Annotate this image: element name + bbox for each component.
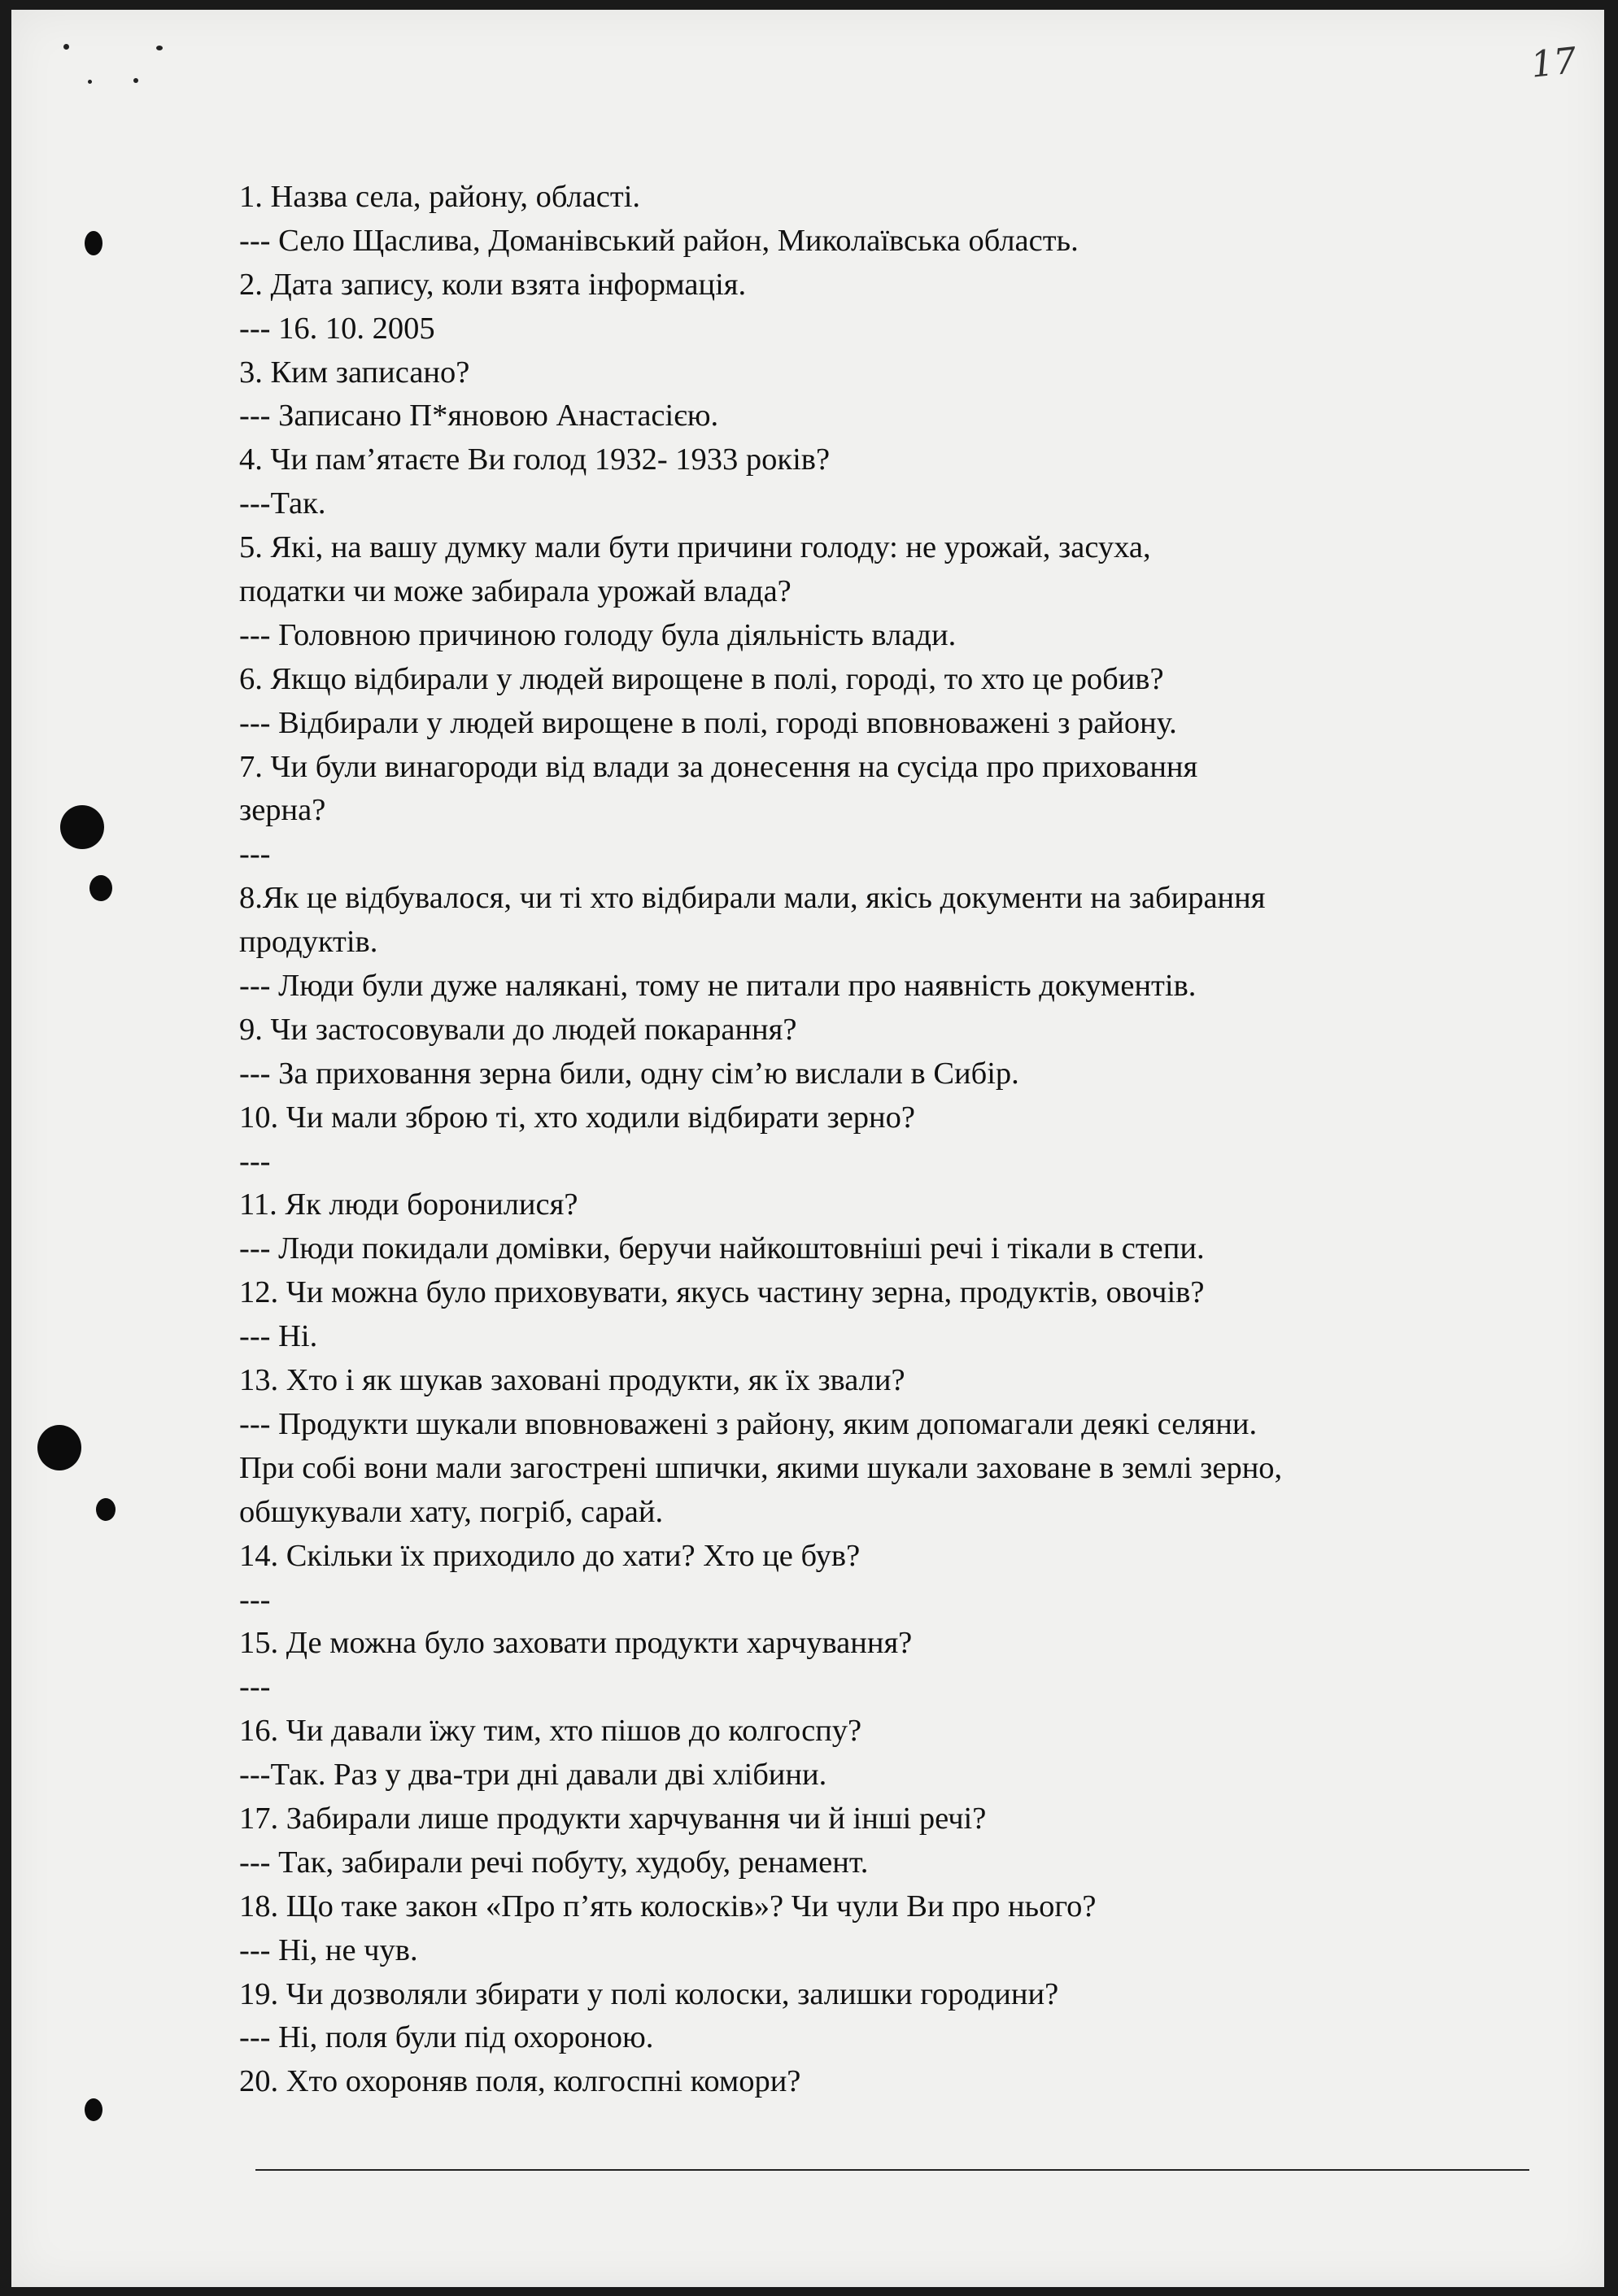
answer-line: --- Ні, поля були під охороною.	[239, 2020, 654, 2055]
answer-line: ---	[239, 1144, 271, 1178]
question-line: 9. Чи застосовували до людей покарання?	[239, 1012, 797, 1047]
question-line-continued: зерна?	[239, 793, 326, 828]
question-line: 18. Що таке закон «Про п’ять колосків»? Чи чули Ви про нього?	[239, 1889, 1097, 1923]
question-line: 19. Чи дозволяли збирати у полі колоски, залишки городини?	[239, 1976, 1059, 2011]
question-line: 14. Скільки їх приходило до хати? Хто це був?	[239, 1538, 861, 1573]
question-line: 13. Хто і як шукав заховані продукти, як їх звали?	[239, 1363, 905, 1398]
answer-line: обшукували хату, погріб, сарай.	[239, 1494, 664, 1529]
question-line: 5. Які, на вашу думку мали бути причини голоду: не урожай, засуха,	[239, 530, 1151, 565]
answer-line: ---Так.	[239, 486, 326, 521]
answer-line: ---Так. Раз у два-три дні давали дві хлібини.	[239, 1758, 827, 1793]
punch-hole-mark	[89, 875, 112, 901]
questionnaire-text	[239, 176, 1541, 2104]
question-line: 3. Ким записано?	[239, 355, 470, 390]
answer-line: --- Село Щаслива, Доманівський район, Миколаївська область.	[239, 223, 1079, 258]
margin-speck	[133, 78, 138, 83]
question-line: 17. Забирали лише продукти харчування чи й інші речі?	[239, 1801, 987, 1836]
question-line: 15. Де можна було заховати продукти харчування?	[239, 1626, 913, 1661]
question-line: 16. Чи давали їжу тим, хто пішов до колгоспу?	[239, 1714, 862, 1749]
answer-line: --- Люди були дуже налякані, тому не питали про наявність документів.	[239, 969, 1197, 1004]
margin-speck	[156, 46, 163, 50]
answer-line: При собі вони мали загострені шпички, якими шукали заховане в землі зерно,	[239, 1450, 1283, 1485]
footer-rule	[255, 2169, 1529, 2171]
punch-hole-mark	[85, 2098, 102, 2121]
answer-line: --- Люди покидали домівки, беручи найкоштовніші речі і тікали в степи.	[239, 1231, 1205, 1266]
question-line: 6. Якщо відбирали у людей вирощене в полі, городі, то хто це робив?	[239, 661, 1164, 696]
answer-line: ---	[239, 837, 271, 872]
margin-speck	[88, 80, 92, 84]
answer-line: ---	[239, 1582, 271, 1617]
question-line-continued: податки чи може забирала урожай влада?	[239, 574, 792, 609]
punch-hole-mark	[85, 231, 102, 255]
punch-hole-mark	[96, 1498, 116, 1521]
question-line: 12. Чи можна було приховувати, якусь частину зерна, продуктів, овочів?	[239, 1275, 1205, 1310]
question-line: 8.Як це відбувалося, чи ті хто відбирали мали, якісь документи на забирання	[239, 881, 1266, 916]
answer-line: ---	[239, 1670, 271, 1705]
question-line: 2. Дата запису, коли взята інформація.	[239, 267, 747, 302]
punch-hole	[37, 1425, 81, 1470]
answer-line: --- Записано П*яновою Анастасією.	[239, 399, 719, 433]
question-line: 10. Чи мали зброю ті, хто ходили відбирати зерно?	[239, 1100, 916, 1135]
question-line-continued: продуктів.	[239, 925, 378, 960]
answer-line: --- Ні, не чув.	[239, 1932, 418, 1967]
question-line: 7. Чи були винагороди від влади за донесення на сусіда про приховання	[239, 749, 1198, 784]
answer-line: --- Продукти шукали вповноважені з району, яким допомагали деякі селяни.	[239, 1406, 1258, 1441]
answer-line: --- Відбирали у людей вирощене в полі, городі вповноважені з району.	[239, 705, 1177, 740]
answer-line: --- Головною причиною голоду була діяльність влади.	[239, 617, 957, 652]
question-line: 11. Як люди боронилися?	[239, 1187, 578, 1222]
question-line: 4. Чи пам’ятаєте Ви голод 1932- 1933 років?	[239, 442, 831, 477]
question-line: 1. Назва села, району, області.	[239, 180, 641, 214]
answer-line: --- Так, забирали речі побуту, худобу, ренамент.	[239, 1845, 869, 1880]
answer-line: --- За приховання зерна били, одну сім’ю вислали в Сибір.	[239, 1056, 1019, 1091]
margin-speck	[63, 44, 69, 50]
page-number: 17	[1529, 40, 1579, 86]
punch-hole	[60, 805, 104, 849]
answer-line: --- Ні.	[239, 1319, 318, 1354]
answer-line: --- 16. 10. 2005	[239, 311, 435, 346]
question-line: 20. Хто охороняв поля, колгоспні комори?	[239, 2064, 801, 2099]
